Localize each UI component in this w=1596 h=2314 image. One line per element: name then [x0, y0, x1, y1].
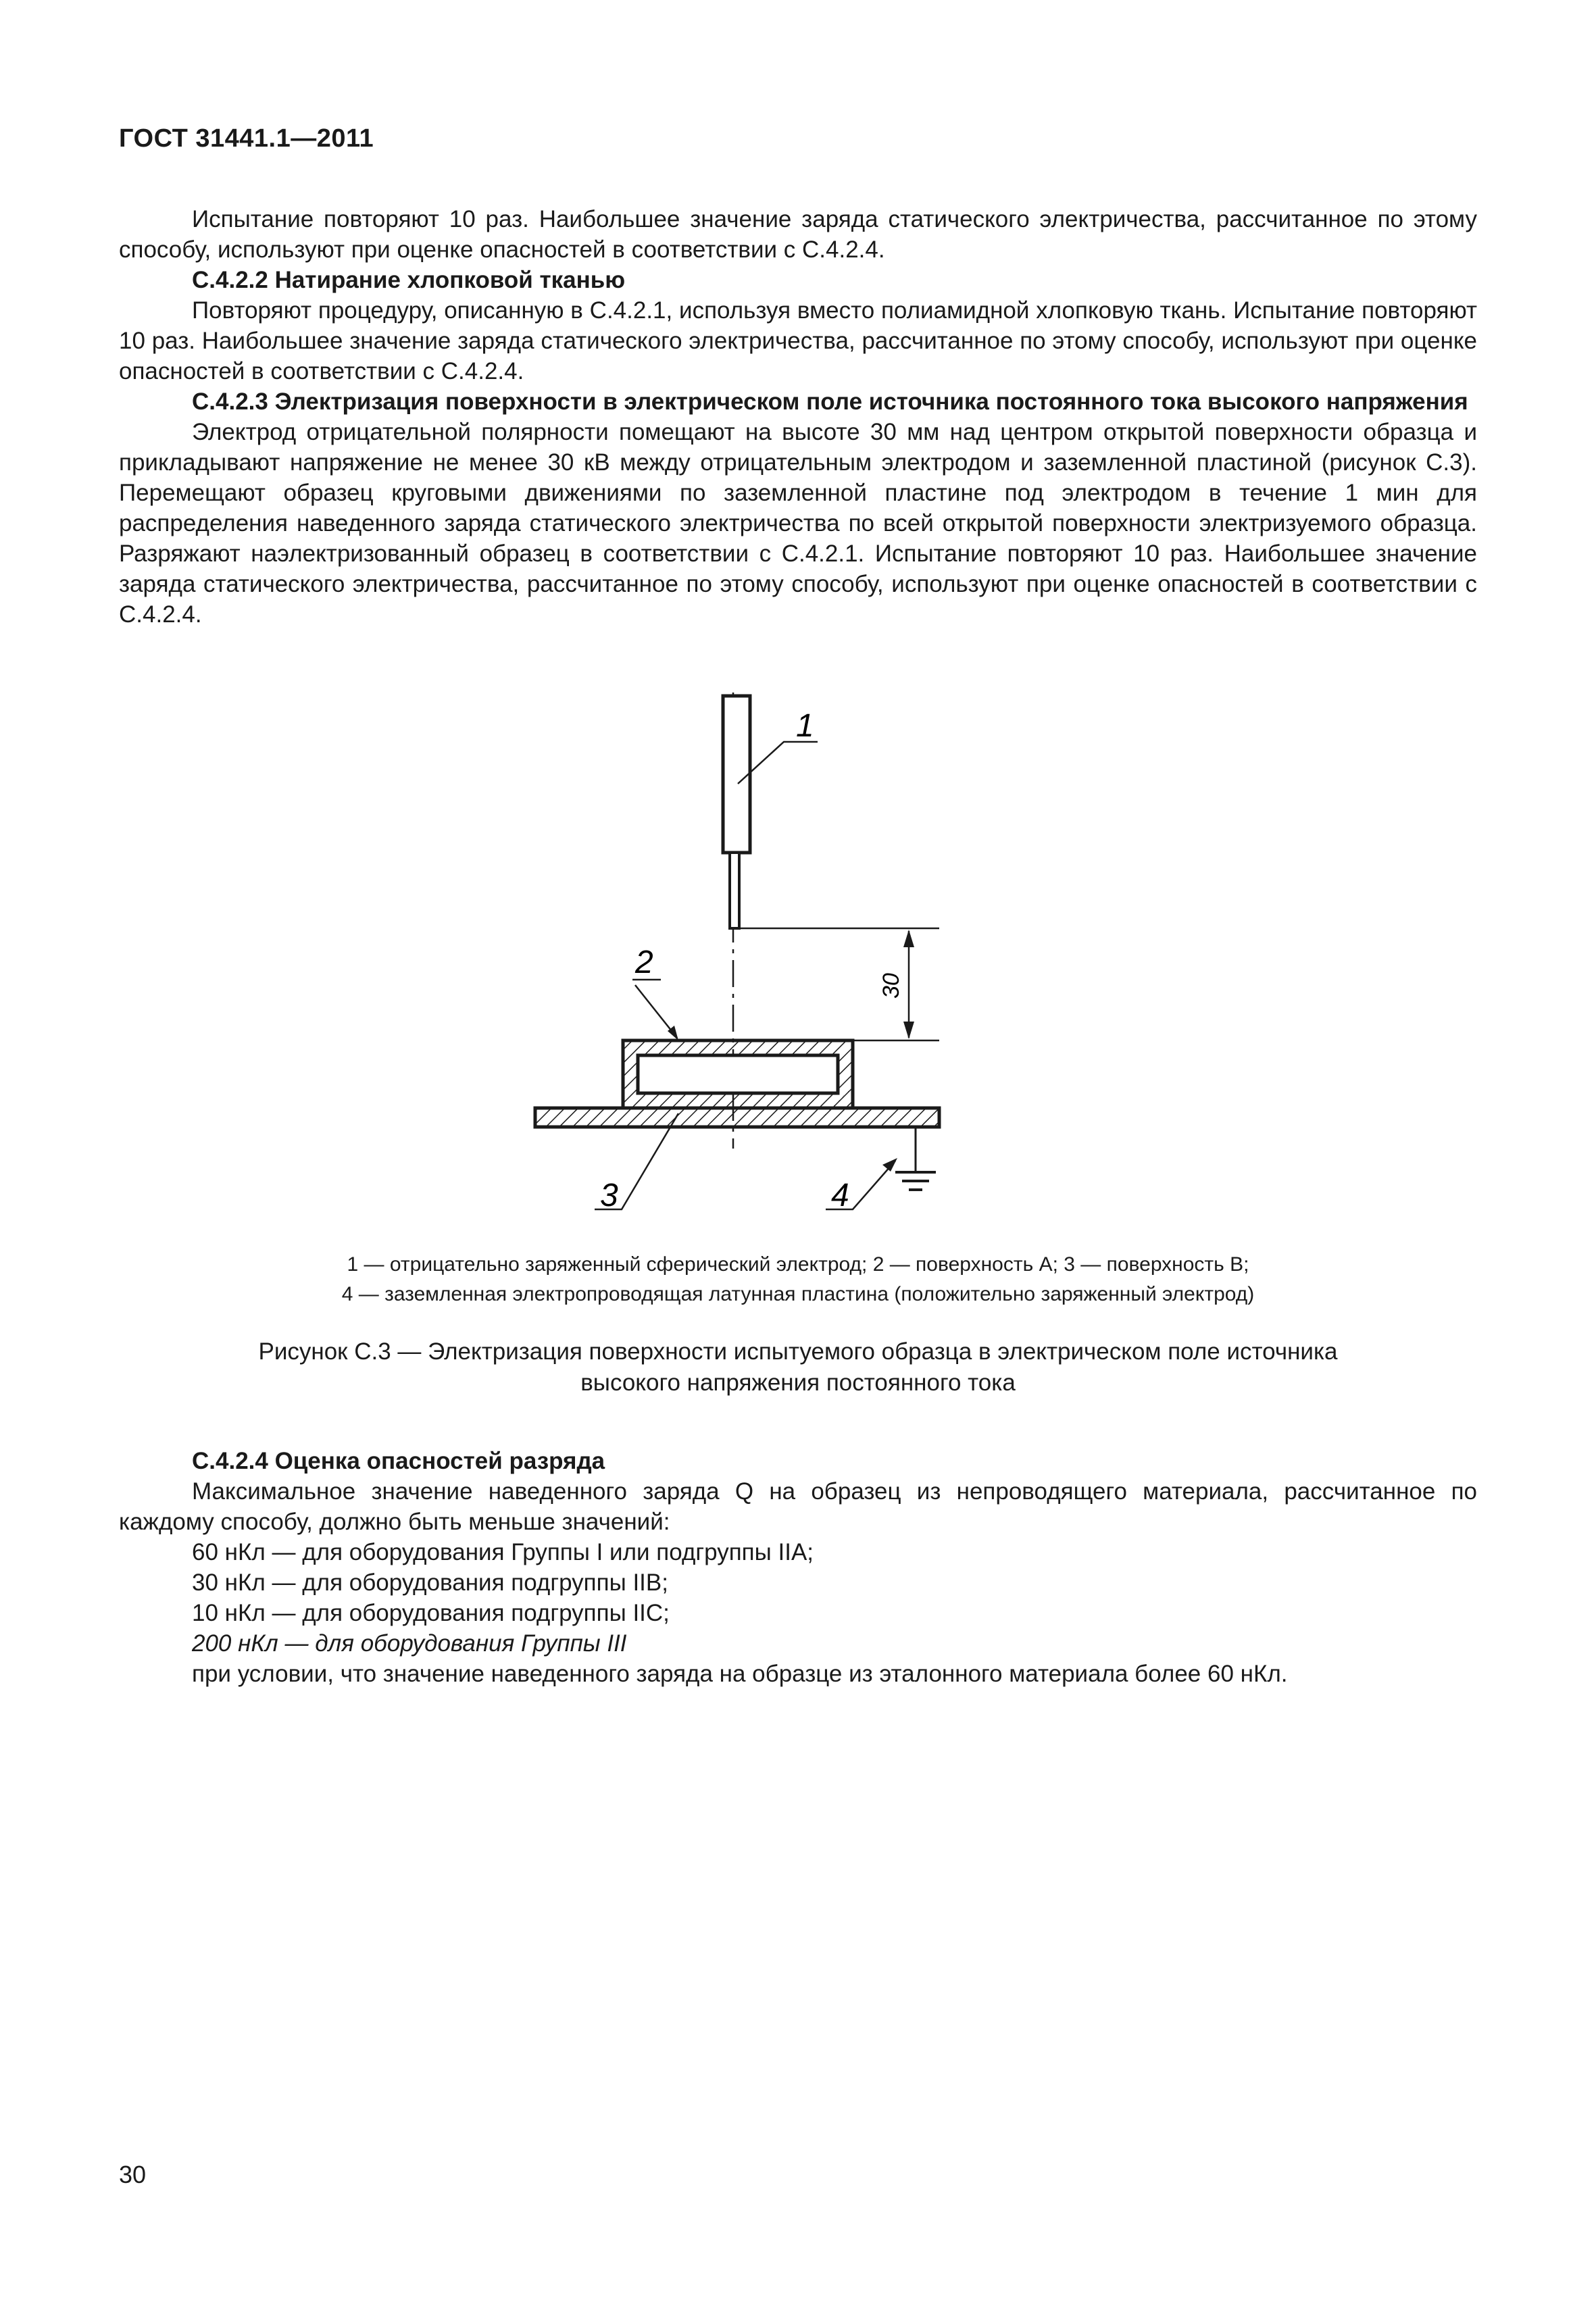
label-4: 4 — [831, 1178, 849, 1213]
document-header: ГОСТ 31441.1—2011 — [119, 124, 374, 153]
label-2: 2 — [635, 945, 653, 980]
heading-c4-2-3: С.4.2.3 Электризация поверхности в электрическом поле источника постоянного тока высокого напряжения — [192, 388, 1468, 415]
paragraph: Повторяют процедуру, описанную в С.4.2.1, используя вместо полиамидной хлопковую ткань. Испытание повторяют 10 раз. Наибольшее значение заряда статического электричества, рассчитанное по этому способу, используют при оценке опасностей в соответствии с С.4.2.4. — [119, 297, 1477, 384]
figure-electrode-diagram — [514, 676, 987, 1236]
heading-c4-2-2: С.4.2.2 Натирание хлопковой тканью — [192, 267, 626, 293]
dimension-value: 30 — [878, 973, 904, 999]
list-item: 30 нКл — для оборудования подгруппы IIB; — [192, 1569, 668, 1596]
dimension-arrow-top — [903, 930, 914, 947]
electrode-body — [723, 696, 750, 853]
list-item: 200 нКл — для оборудования Группы III — [192, 1630, 627, 1657]
paragraph: при условии, что значение наведенного заряда на образце из эталонного материала более 60 нКл. — [192, 1661, 1288, 1687]
sample-inner — [638, 1055, 838, 1093]
paragraph: Максимальное значение наведенного заряда Q на образец из непроводящего материала, рассчитанное по каждому способу, должно быть меньше значений: — [119, 1478, 1477, 1535]
list-item: 60 нКл — для оборудования Группы I или подгруппы IIA; — [192, 1539, 814, 1565]
section-c4-2-1-end — [119, 204, 1477, 630]
legend-line: 4 — заземленная электропроводящая латунная пластина (положительно заряженный электрод) — [341, 1283, 1255, 1305]
paragraph: Электрод отрицательной полярности помещают на высоте 30 мм над центром открытой поверхности образца и прикладывают напряжение не менее 30 кВ между отрицательным электродом и заземленной пластиной (рисунок С.3). Перемещают образец круговыми движениями по заземленной пластине под электродом в течение 1 мин для распределения наведенного заряда статического электричества по всей открытой поверхности электризуемого образца. Разряжают наэлектризованный образец в соответствии с С.4.2.1. Испытание повторяют 10 раз. Наибольшее значение заряда статического электричества, рассчитанное по этому способу, используют при оценке опасностей в соответствии с С.4.2.4. — [119, 419, 1477, 628]
paragraph: Испытание повторяют 10 раз. Наибольшее значение заряда статического электричества, рассчитанное по этому способу, используют при оценке опасностей в соответствии с С.4.2.4. — [119, 206, 1477, 263]
heading-c4-2-4: С.4.2.4 Оценка опасностей разряда — [192, 1448, 605, 1474]
figure-legend — [119, 1250, 1477, 1309]
page-number: 30 — [119, 2161, 147, 2188]
caption-line: высокого напряжения постоянного тока — [580, 1369, 1016, 1396]
section-c4-2-4 — [119, 1446, 1477, 1689]
dimension-arrow-bottom — [903, 1022, 914, 1039]
leader-arrow-4 — [882, 1158, 897, 1172]
legend-line: 1 — отрицательно заряженный сферический электрод; 2 — поверхность А; 3 — поверхность В; — [347, 1253, 1249, 1276]
ground-plate — [535, 1108, 939, 1127]
figure-caption — [119, 1336, 1477, 1399]
electrode-tip — [730, 853, 739, 928]
caption-line: Рисунок С.3 — Электризация поверхности испытуемого образца в электрическом поле источника — [258, 1338, 1338, 1365]
label-1: 1 — [796, 708, 814, 744]
list-item: 10 нКл — для оборудования подгруппы IIC; — [192, 1600, 670, 1626]
label-3: 3 — [600, 1178, 618, 1213]
